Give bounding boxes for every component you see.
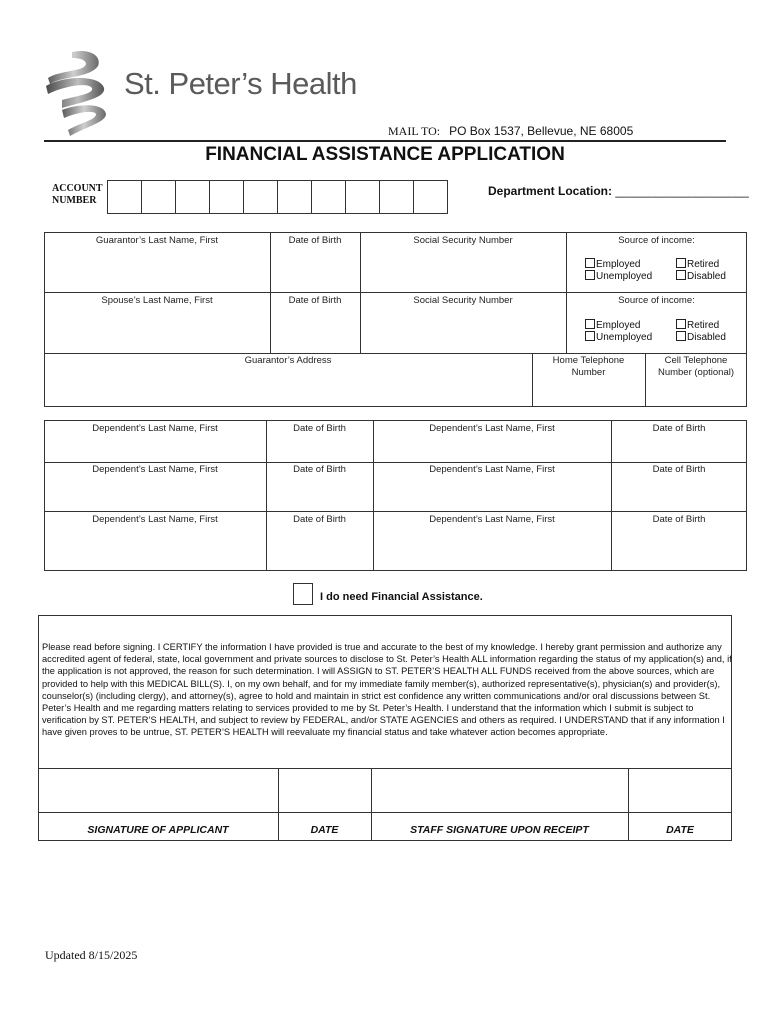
checkbox-icon xyxy=(676,258,686,268)
dependent-name-header: Dependent’s Last Name, First xyxy=(92,514,218,525)
need-assistance-checkbox[interactable] xyxy=(293,583,313,605)
guarantor-ssn-header: Social Security Number xyxy=(413,235,513,246)
dependent-dob-header: Date of Birth xyxy=(293,464,346,475)
divider xyxy=(266,420,267,571)
dependent-name-header: Dependent’s Last Name, First xyxy=(92,464,218,475)
date-field-2[interactable] xyxy=(629,769,731,812)
dependent-name-header: Dependent’s Last Name, First xyxy=(429,423,555,434)
home-phone-header: Home Telephone Number xyxy=(552,355,625,378)
guarantor-dob-header: Date of Birth xyxy=(288,235,342,246)
staff-signature-label: STAFF SIGNATURE UPON RECEIPT xyxy=(410,824,589,836)
updated-date: Updated 8/15/2025 xyxy=(45,948,138,962)
divider xyxy=(360,232,361,354)
department-label: Department Location: xyxy=(488,184,613,198)
dependent-dob-header: Date of Birth xyxy=(652,464,706,475)
divider xyxy=(44,292,747,293)
dependent-name-header: Dependent’s Last Name, First xyxy=(92,423,218,434)
account-digit-4[interactable] xyxy=(209,180,244,214)
checkbox-icon xyxy=(585,270,595,280)
org-name: St. Peter’s Health xyxy=(124,66,357,101)
account-digit-3[interactable] xyxy=(175,180,210,214)
spouse-unemployed-checkbox[interactable]: Unemployed xyxy=(585,331,652,344)
guarantor-section xyxy=(44,232,747,407)
divider xyxy=(611,420,612,571)
account-digit-7[interactable] xyxy=(311,180,346,214)
divider xyxy=(373,420,374,571)
page-title: FINANCIAL ASSISTANCE APPLICATION xyxy=(205,144,565,165)
divider xyxy=(44,353,747,354)
dependent-dob-header: Date of Birth xyxy=(652,423,706,434)
divider xyxy=(566,232,567,354)
spouse-disabled-checkbox[interactable]: Disabled xyxy=(676,331,726,344)
date-label-2: DATE xyxy=(666,824,694,836)
dependent-name-header: Dependent’s Last Name, First xyxy=(429,464,555,475)
spouse-name-header: Spouse’s Last Name, First xyxy=(101,295,213,306)
cell-phone-header: Cell Telephone Number (optional) xyxy=(657,355,735,378)
applicant-signature-field[interactable] xyxy=(39,769,278,812)
mail-to-address: PO Box 1537, Bellevue, NE 68005 xyxy=(449,124,634,138)
account-digit-5[interactable] xyxy=(243,180,278,214)
dependents-section xyxy=(44,420,747,571)
account-digit-1[interactable] xyxy=(107,180,142,214)
checkbox-icon xyxy=(585,319,595,329)
staff-signature-field[interactable] xyxy=(372,769,628,812)
guarantor-address-header: Guarantor’s Address xyxy=(244,355,332,366)
guarantor-name-header: Guarantor’s Last Name, First xyxy=(95,235,219,246)
account-digit-2[interactable] xyxy=(141,180,176,214)
guarantor-unemployed-checkbox[interactable]: Unemployed xyxy=(585,270,652,283)
account-digit-10[interactable] xyxy=(413,180,448,214)
account-digit-9[interactable] xyxy=(379,180,414,214)
applicant-signature-label: SIGNATURE OF APPLICANT xyxy=(87,824,229,836)
checkbox-icon xyxy=(676,331,686,341)
guarantor-income-header: Source of income: xyxy=(618,235,695,246)
logo-icon xyxy=(42,50,114,138)
mail-to xyxy=(388,124,633,139)
date-label-1: DATE xyxy=(310,824,339,836)
guarantor-employed-checkbox[interactable]: Employed xyxy=(585,258,640,271)
checkbox-icon xyxy=(585,258,595,268)
guarantor-retired-checkbox[interactable]: Retired xyxy=(676,258,719,271)
need-assistance-label: I do need Financial Assistance. xyxy=(320,591,483,603)
dependent-name-header: Dependent’s Last Name, First xyxy=(429,514,555,525)
spouse-employed-checkbox[interactable]: Employed xyxy=(585,319,640,332)
divider xyxy=(44,462,747,463)
spouse-dob-header: Date of Birth xyxy=(288,295,342,306)
department-location xyxy=(488,184,749,198)
checkbox-icon xyxy=(676,319,686,329)
certification-text: Please read before signing. I CERTIFY the information I have provided is true and accurate to the best of my knowledge. I hereby grant permission and authorize any accredited agent of federal, state, local government and private sources to disclose to St. Peter’s Health ALL information regarding the status of my application(s) and, if the application is not approved, the reason for such determination. I will ASSIGN to ST. PETER’S HEALTH ALL FUNDS received from the above sources, which are provided to help with this MEDICAL BILL(S). I, on my own behalf, and for my immediate family member(s), authorized representative(s), physician(s) and provider(s), counselor(s) (including clergy), and attorney(s), agree to hold and maintain in strict est confidence any written communications and/or oral discussions between St. Peter’s Health and me regarding matters relating to services provided to me by St. Peter’s Health. I understand that the information which I submit is subject to verification by ST. PETER’S HEALTH, and subject to review by FEDERAL, and/or STATE AGENCIES and others as required. I UNDERSTAND that if any information I have given proves to be untrue, ST. PETER’S HEALTH will reevaluate my financial status and take whatever action becomes appropriate. xyxy=(42,642,732,738)
checkbox-icon xyxy=(585,331,595,341)
dependent-dob-header: Date of Birth xyxy=(293,514,346,525)
account-number-label: ACCOUNT NUMBER xyxy=(52,183,103,206)
dependent-dob-header: Date of Birth xyxy=(652,514,706,525)
spouse-ssn-header: Social Security Number xyxy=(413,295,513,306)
divider xyxy=(44,511,747,512)
spouse-retired-checkbox[interactable]: Retired xyxy=(676,319,719,332)
mail-to-label: MAIL TO: xyxy=(388,124,441,138)
account-digit-8[interactable] xyxy=(345,180,380,214)
spouse-income-header: Source of income: xyxy=(618,295,695,306)
date-field-1[interactable] xyxy=(279,769,371,812)
guarantor-disabled-checkbox[interactable]: Disabled xyxy=(676,270,726,283)
dependent-dob-header: Date of Birth xyxy=(293,423,346,434)
department-field[interactable]: ____________________ xyxy=(615,184,749,198)
account-digit-6[interactable] xyxy=(277,180,312,214)
checkbox-icon xyxy=(676,270,686,280)
header-rule xyxy=(44,140,726,142)
divider xyxy=(270,232,271,354)
